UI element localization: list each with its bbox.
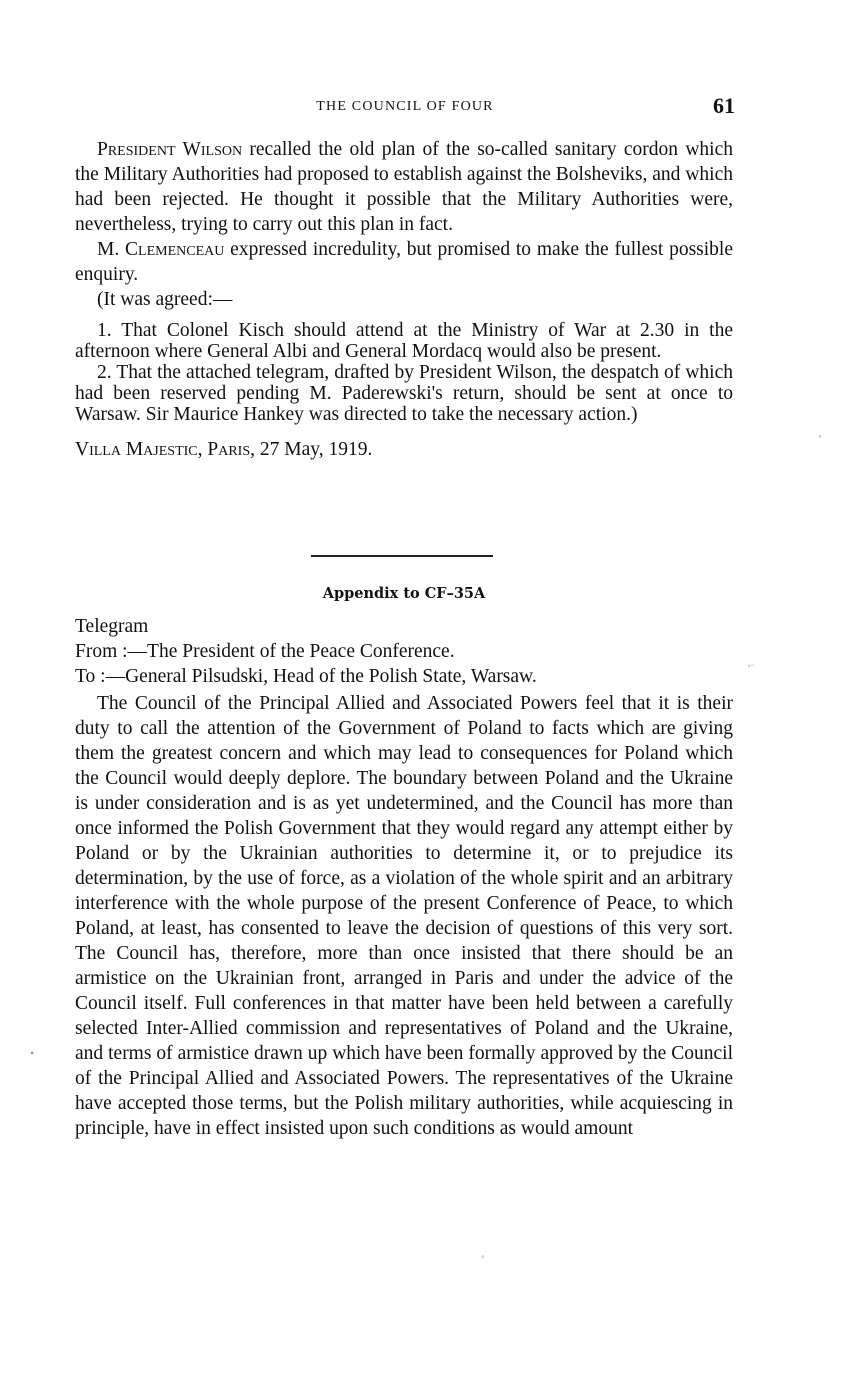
- agreement-intro: (It was agreed:—: [97, 289, 233, 310]
- minutes-text: [75, 137, 733, 462]
- scan-speck: ʻ: [481, 1252, 485, 1266]
- telegram-label: Telegram: [75, 616, 149, 637]
- agreement-item-1: 1. That Colonel Kisch should attend at the Ministry of War at 2.30 in the afternoon where General Albi and General Mordacq would also be present.: [75, 320, 733, 362]
- agreement-item-2: 2. That the attached telegram, drafted by President Wilson, the despatch of which had been reserved pending M. Paderewski's return, should be sent at once to Warsaw. Sir Maurice Hankey was directed to take the necessary action.): [75, 362, 733, 425]
- running-head: [75, 95, 735, 119]
- paragraph-text: recalled the old plan of the so-called sanitary cordon which the Military Authorities had proposed to establish against the Bolsheviks, and which had been rejected. He thought it possible that the Military Authorities were, nevertheless, trying to carry out this plan in fact.: [75, 139, 733, 235]
- dateline-place: Villa Majestic, Paris,: [75, 439, 255, 460]
- running-title: THE COUNCIL OF FOUR: [316, 99, 494, 114]
- telegram-body: [75, 691, 733, 1141]
- page-number: 61: [713, 93, 735, 118]
- paragraph-wilson: [75, 137, 733, 237]
- dateline: [75, 437, 733, 462]
- appendix-title: Appendix to CF–35A: [322, 585, 486, 602]
- dateline-date: 27 May, 1919.: [255, 439, 373, 460]
- section-divider: [311, 555, 493, 557]
- scan-speck: •: [30, 1046, 35, 1060]
- scan-speck: ʼ: [818, 432, 822, 446]
- scan-speck: ⌐: [748, 658, 755, 672]
- telegram-paragraph: The Council of the Principal Allied and Associated Powers feel that it is their duty to call the attention of the Government of Poland to facts which are giving them the greatest concern and which may lead to consequences for Poland which the Council would deeply deplore. The boundary between Poland and the Ukraine is under consideration and is as yet undetermined, and the Council has more than once informed the Polish Government that they would regard any attempt either by Poland or by the Ukrainian authorities to determine it, or to prejudice its determination, by the use of force, as a violation of the whole spirit and an arbitrary interference with the whole purpose of the present Conference of Peace, to which Poland, at least, has consented to leave the decision of questions of this very sort. The Council has, therefore, more than once insisted that there should be an armistice on the Ukrainian front, arranged in Paris and under the advice of the Council itself. Full conferences in that matter have been held between a carefully selected Inter-Allied commission and representatives of Poland and the Ukraine, and terms of armistice drawn up which have been formally approved by the Council of the Principal Allied and Associated Powers. The representatives of the Ukraine have accepted those terms, but the Polish military authorities, while acquiescing in principle, have in effect insisted upon such conditions as would amount: [75, 693, 733, 1139]
- speaker-name: M. Clemenceau: [97, 239, 225, 260]
- speaker-name: President Wilson: [97, 139, 243, 160]
- paragraph-text: expressed incredulity, but promised to make the fullest possible enquiry.: [75, 239, 733, 285]
- paragraph-clemenceau: [75, 237, 733, 287]
- telegram-header: [75, 614, 733, 689]
- telegram-to: To :—General Pilsudski, Head of the Polish State, Warsaw.: [75, 666, 537, 687]
- telegram-from: From :—The President of the Peace Conference.: [75, 641, 455, 662]
